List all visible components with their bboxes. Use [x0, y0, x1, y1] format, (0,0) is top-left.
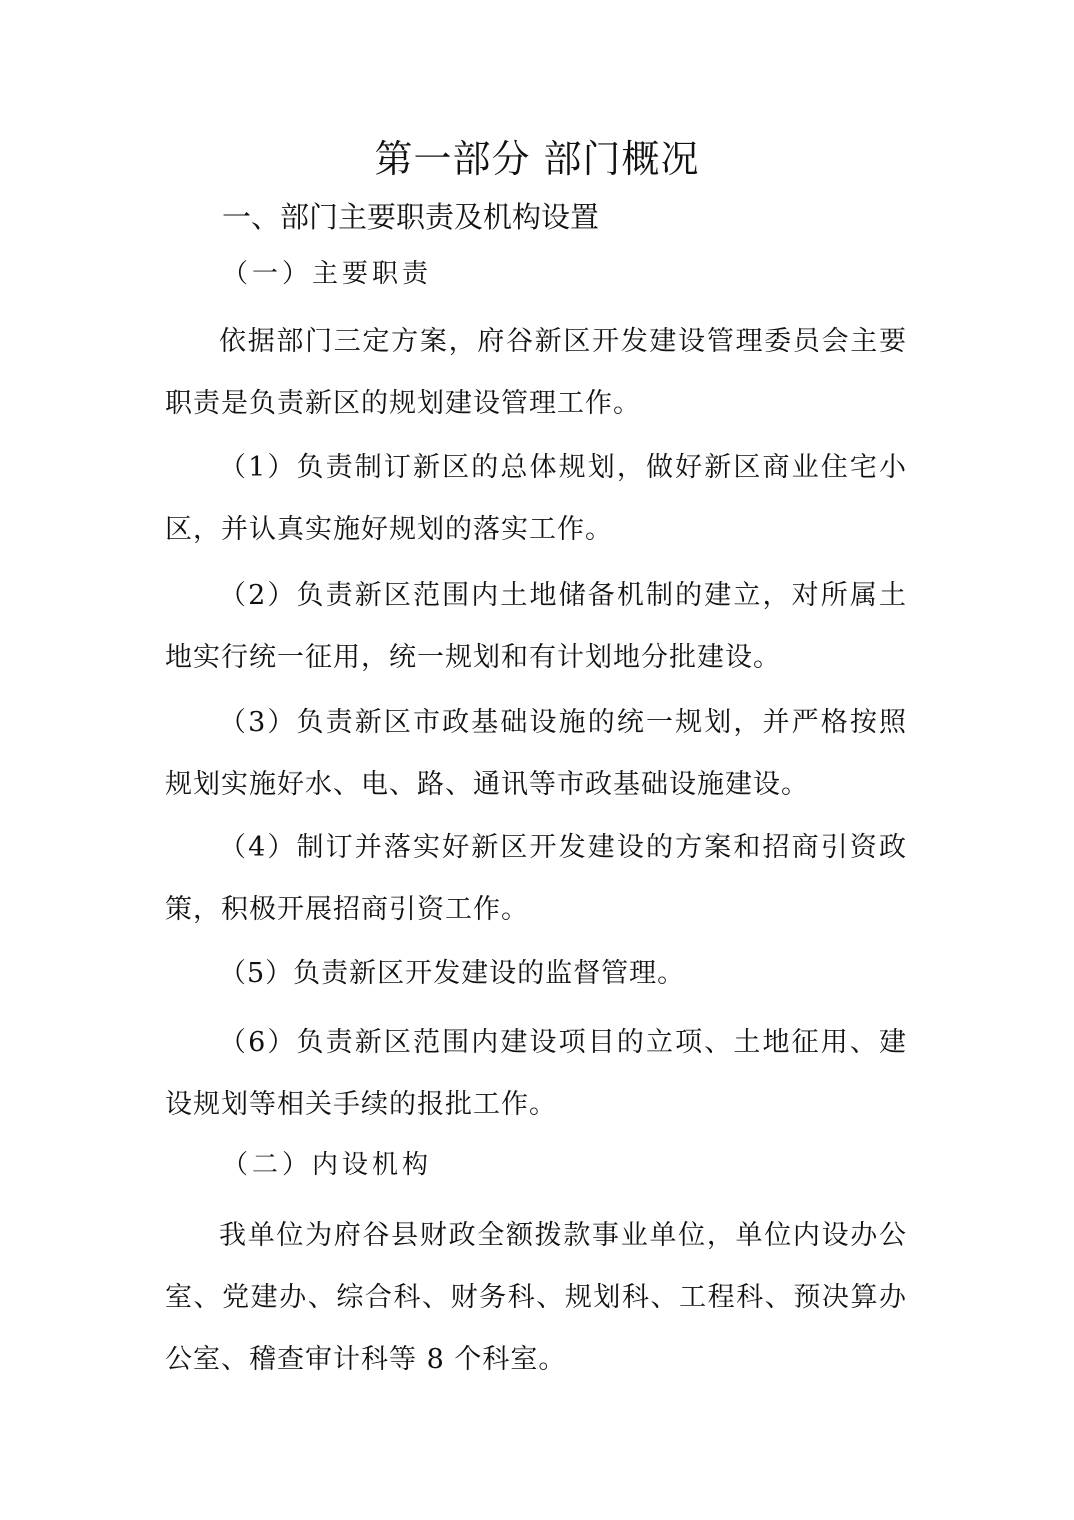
duty-paragraph-6: （6）负责新区范围内建设项目的立项、土地征用、建设规划等相关手续的报批工作。 [165, 1027, 907, 1120]
duty-paragraph-3: （3）负责新区市政基础设施的统一规划，并严格按照规划实施好水、电、路、通讯等市政基础设施建设。 [165, 707, 907, 800]
duty-paragraph-1: （1）负责制订新区的总体规划，做好新区商业住宅小区，并认真实施好规划的落实工作。 [165, 452, 907, 545]
duty-paragraph-4: （4）制订并落实好新区开发建设的方案和招商引资政策，积极开展招商引资工作。 [165, 832, 907, 925]
page-title: 第一部分 部门概况 [374, 137, 700, 181]
structure-paragraph: 我单位为府谷县财政全额拨款事业单位，单位内设办公室、党建办、综合科、财务科、规划科、工程科、预决算办公室、稽查审计科等 8 个科室。 [165, 1220, 907, 1375]
intro-paragraph: 依据部门三定方案，府谷新区开发建设管理委员会主要职责是负责新区的规划建设管理工作。 [165, 326, 907, 419]
section-heading-responsibilities-and-structure: 一、部门主要职责及机构设置 [222, 200, 600, 234]
duty-paragraph-2: （2）负责新区范围内土地储备机制的建立，对所属土地实行统一征用，统一规划和有计划地分批建设。 [165, 580, 907, 673]
subsection-heading-internal-structure: （二）内设机构 [222, 1150, 433, 1180]
duty-paragraph-5: （5）负责新区开发建设的监督管理。 [219, 958, 686, 989]
subsection-heading-main-duties: （一）主要职责 [222, 259, 433, 289]
